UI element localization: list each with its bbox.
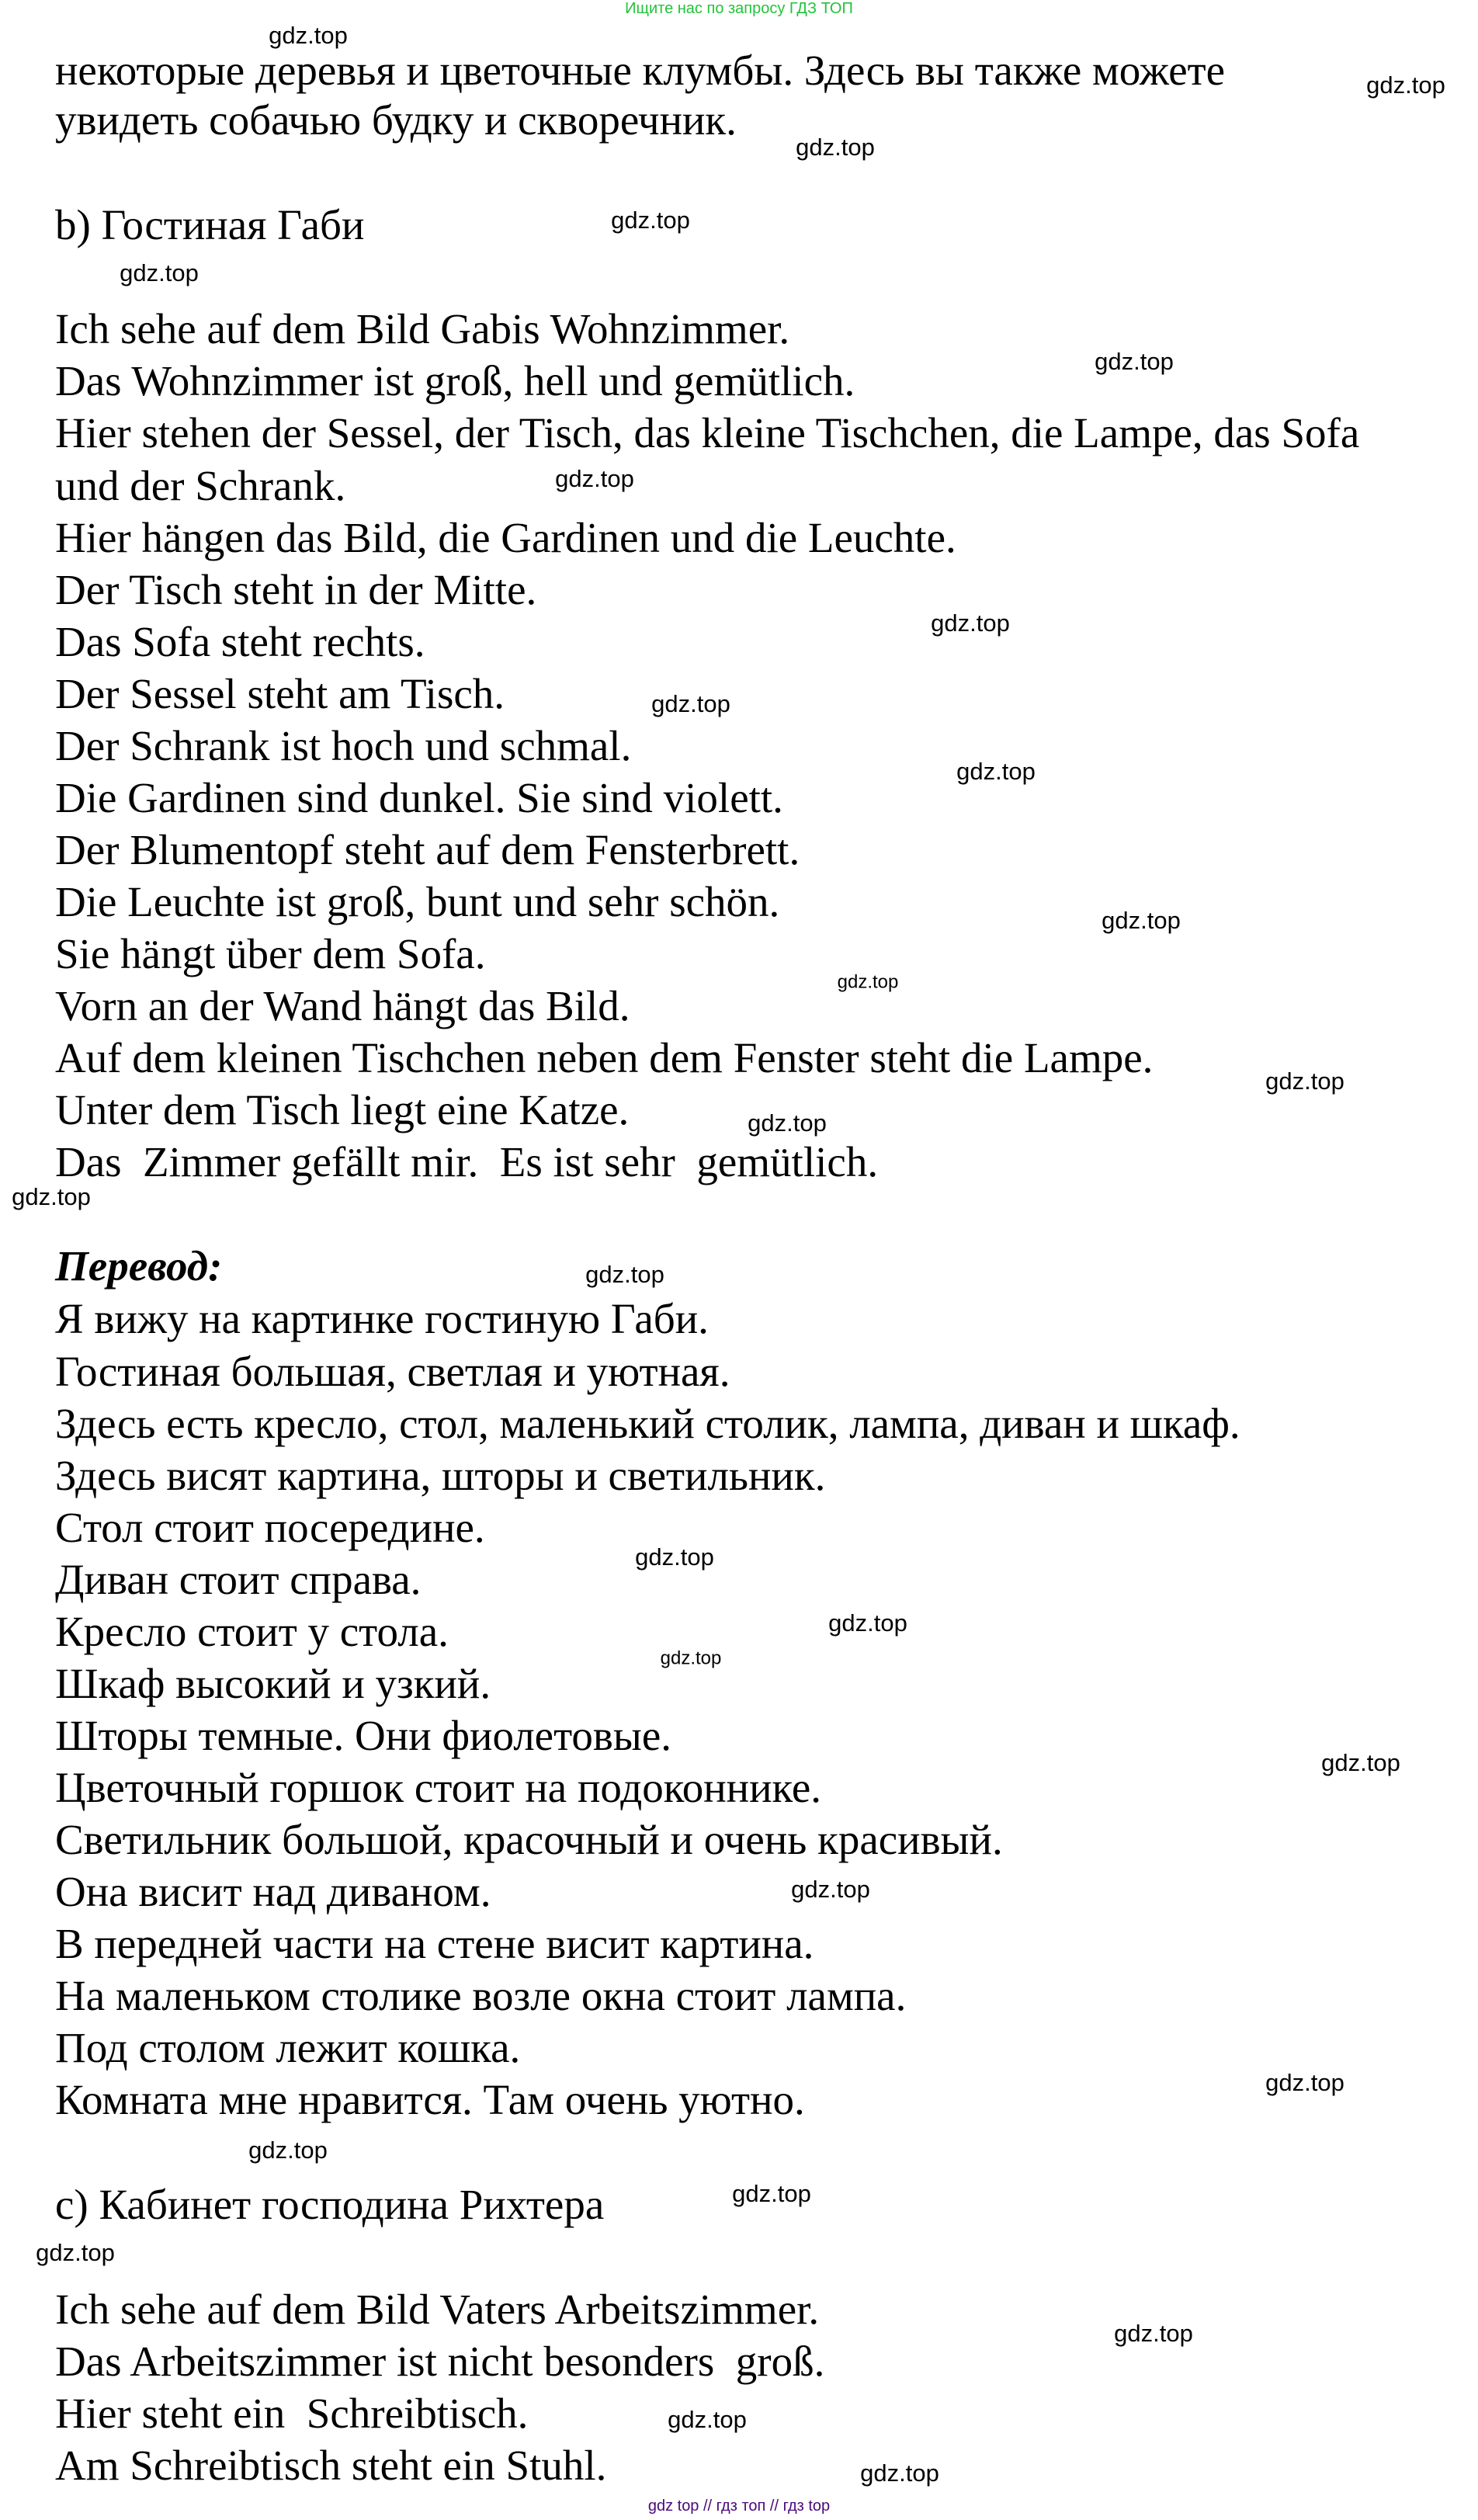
watermark-text: gdz.top <box>12 1183 91 1210</box>
translation-line: Цветочный горшок стоит на подоконнике. <box>55 1764 822 1811</box>
german-line: Hier hängen das Bild, die Gardinen und die Leuchte. <box>55 514 956 561</box>
watermark-text: gdz.top <box>1102 907 1181 934</box>
translation-heading: Перевод: <box>55 1242 223 1290</box>
watermark-text: gdz.top <box>668 2406 747 2433</box>
german-line: Ich sehe auf dem Bild Gabis Wohnzimmer. <box>55 305 790 352</box>
watermark-text: gdz.top <box>1095 348 1174 375</box>
watermark-text: gdz.top <box>635 1543 714 1571</box>
watermark-text: gdz.top <box>269 22 348 49</box>
translation-line: Я вижу на картинке гостиную Габи. <box>55 1295 709 1342</box>
german-line: Am Schreibtisch steht ein Stuhl. <box>55 2442 607 2489</box>
watermark-text: gdz.top <box>931 609 1010 637</box>
translation-line: Шторы темные. Они фиолетовые. <box>55 1712 671 1759</box>
watermark-text: gdz.top <box>860 2459 939 2487</box>
watermark-text: gdz.top <box>956 758 1036 785</box>
watermark-text: gdz.top <box>837 971 899 993</box>
translation-line: Здесь висят картина, шторы и светильник. <box>55 1452 826 1499</box>
translation-line: Под столом лежит кошка. <box>55 2024 521 2071</box>
watermark-text: gdz.top <box>585 1261 664 1288</box>
watermark-text: gdz.top <box>1265 1067 1344 1095</box>
watermark-text: gdz.top <box>660 1647 722 1669</box>
german-line: Das Zimmer gefällt mir. Es ist sehr gemütlich. <box>55 1138 879 1185</box>
german-line: Sie hängt über dem Sofa. <box>55 930 486 977</box>
translation-line: Здесь есть кресло, стол, маленький столик, лампа, диван и шкаф. <box>55 1400 1240 1447</box>
section-heading: c) Кабинет господина Рихтера <box>55 2181 605 2228</box>
german-line: Der Blumentopf steht auf dem Fensterbrett. <box>55 826 800 873</box>
german-line: Der Sessel steht am Tisch. <box>55 670 505 717</box>
translation-line: Светильник большой, красочный и очень красивый. <box>55 1816 1003 1863</box>
watermark-text: gdz.top <box>1321 1749 1400 1776</box>
translation-line: Комната мне нравится. Там очень уютно. <box>55 2076 805 2123</box>
translation-line: В передней части на стене висит картина. <box>55 1920 814 1967</box>
german-line: Der Schrank ist hoch und schmal. <box>55 722 632 769</box>
german-line: und der Schrank. <box>55 462 346 509</box>
german-line: Hier stehen der Sessel, der Tisch, das kleine Tischchen, die Lampe, das Sofa <box>55 409 1360 456</box>
german-line: Das Wohnzimmer ist groß, hell und gemütlich. <box>55 357 855 404</box>
watermark-text: gdz.top <box>748 1109 827 1137</box>
translation-line: Гостиная большая, светлая и уютная. <box>55 1348 730 1395</box>
translation-line: Кресло стоит у стола. <box>55 1608 449 1655</box>
watermark-text: gdz.top <box>1114 2320 1193 2347</box>
german-line: Die Gardinen sind dunkel. Sie sind violett. <box>55 774 783 821</box>
german-line: Das Arbeitszimmer ist nicht besonders groß. <box>55 2338 825 2385</box>
translation-line: Она висит над диваном. <box>55 1868 491 1915</box>
watermark-text: gdz.top <box>791 1876 870 1903</box>
translation-line: Шкаф высокий и узкий. <box>55 1660 491 1707</box>
watermark-text: gdz.top <box>36 2239 115 2266</box>
watermark-text: gdz.top <box>828 1609 907 1637</box>
watermark-text: gdz.top <box>555 465 634 492</box>
translation-line: На маленьком столике возле окна стоит лампа. <box>55 1972 907 2019</box>
german-line: Das Sofa steht rechts. <box>55 618 425 665</box>
german-line: Ich sehe auf dem Bild Vaters Arbeitszimmer. <box>55 2286 820 2333</box>
watermark-text: gdz.top <box>1366 71 1445 99</box>
watermark-text: gdz.top <box>651 690 730 717</box>
text-line: увидеть собачью будку и скворечник. <box>55 96 737 144</box>
footer-watermark: gdz top // гдз топ // гдз top <box>647 2497 831 2515</box>
german-line: Hier steht ein Schreibtisch. <box>55 2390 529 2437</box>
translation-line: Стол стоит посередине. <box>55 1504 485 1551</box>
watermark-text: gdz.top <box>248 2136 328 2164</box>
watermark-text: gdz.top <box>120 259 199 286</box>
translation-line: Диван стоит справа. <box>55 1556 422 1603</box>
watermark-text: gdz.top <box>732 2180 811 2207</box>
watermark-text: gdz.top <box>1265 2069 1344 2096</box>
german-line: Die Leuchte ist groß, bunt und sehr schön. <box>55 878 780 925</box>
german-line: Auf dem kleinen Tischchen neben dem Fenster steht die Lampe. <box>55 1034 1154 1081</box>
german-line: Unter dem Tisch liegt eine Katze. <box>55 1086 630 1133</box>
german-line: Der Tisch steht in der Mitte. <box>55 566 537 613</box>
watermark-text: gdz.top <box>611 207 690 234</box>
text-line: некоторые деревья и цветочные клумбы. Здесь вы также можете <box>55 47 1226 94</box>
search-banner: Ищите нас по запросу ГДЗ ТОП <box>625 0 853 17</box>
section-heading: b) Гостиная Габи <box>55 201 365 248</box>
watermark-text: gdz.top <box>796 134 875 161</box>
german-line: Vorn an der Wand hängt das Bild. <box>55 982 630 1029</box>
